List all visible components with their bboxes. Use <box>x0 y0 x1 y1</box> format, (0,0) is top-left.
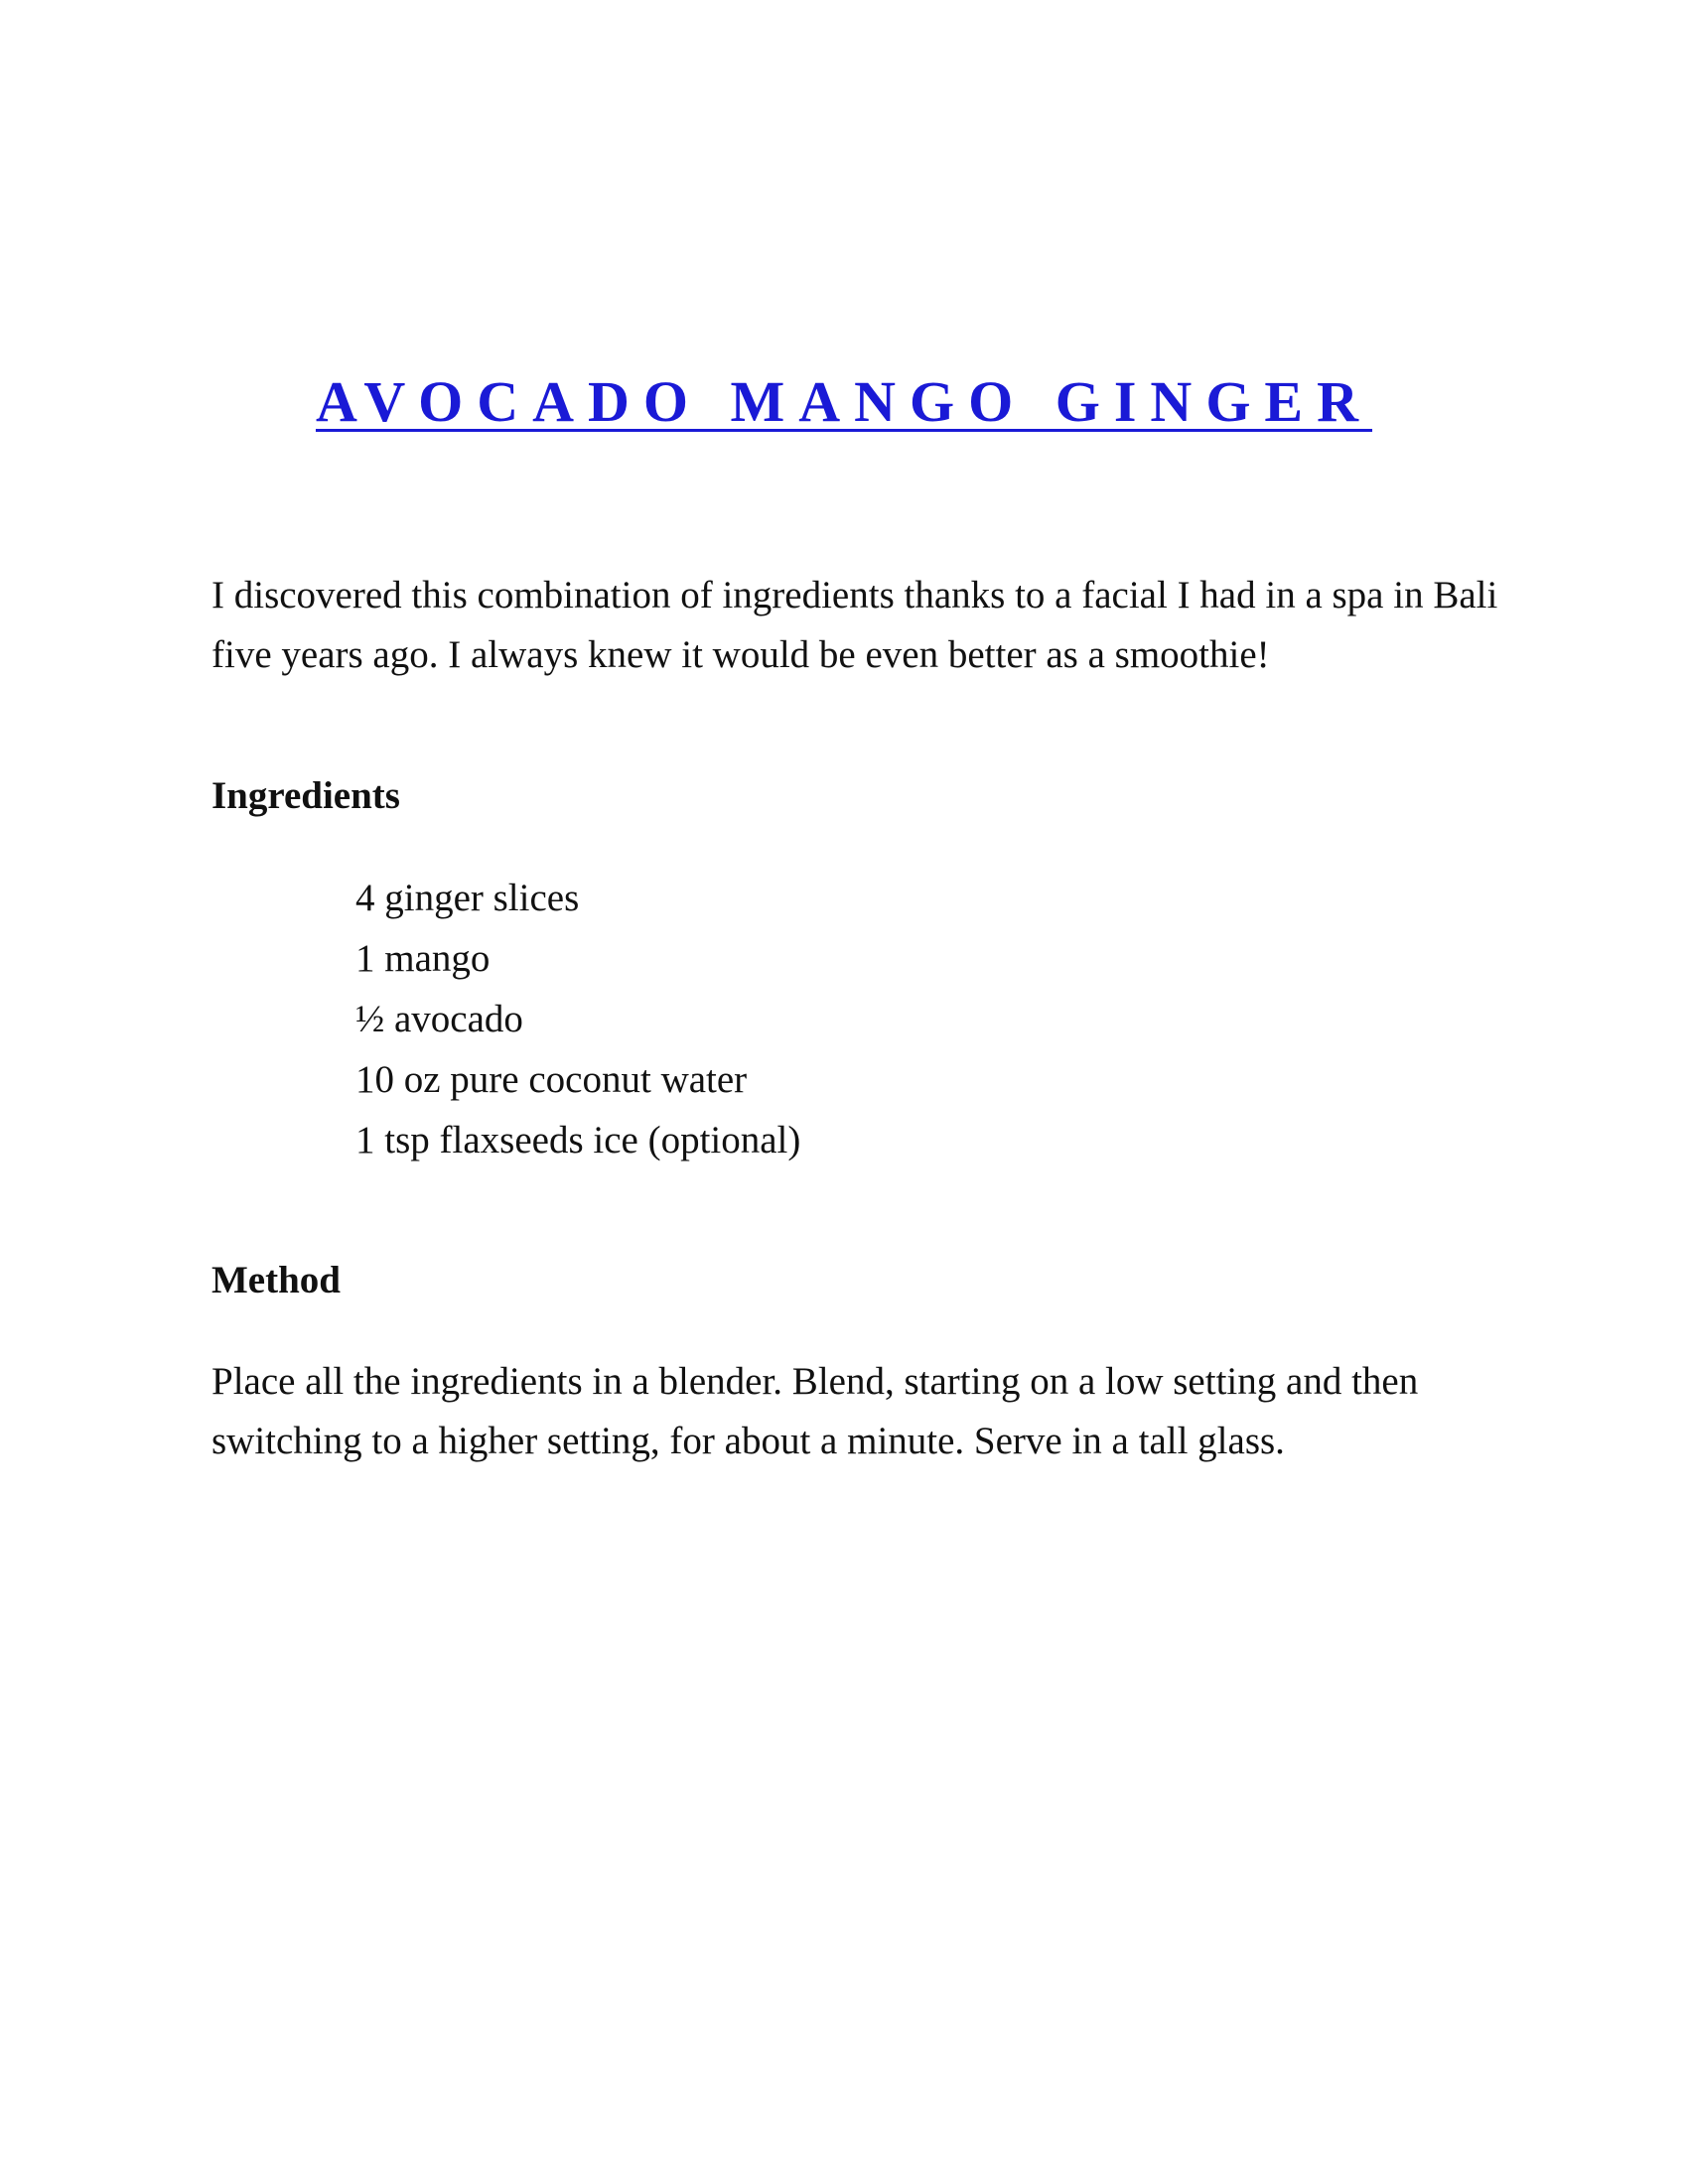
ingredient-item: 1 tsp flaxseeds ice (optional) <box>355 1119 801 1161</box>
intro-paragraph: I discovered this combination of ingredients thanks to a facial I had in a spa in Bali five years ago. I always knew it would be even better as a smoothie! <box>211 574 1498 676</box>
method-paragraph: Place all the ingredients in a blender. Blend, starting on a low setting and then switching to a higher setting, for about a minute. Serve in a tall glass. <box>211 1360 1419 1462</box>
ingredient-item: 10 oz pure coconut water <box>355 1058 748 1101</box>
ingredients-heading: Ingredients <box>211 774 400 817</box>
ingredient-item: 4 ginger slices <box>355 877 580 919</box>
page-title <box>0 367 1688 437</box>
ingredient-item: ½ avocado <box>355 998 523 1040</box>
method-heading: Method <box>211 1259 341 1301</box>
ingredient-list <box>355 868 800 1170</box>
title-link[interactable]: AVOCADO MANGO GINGER <box>315 369 1373 434</box>
ingredient-item: 1 mango <box>355 937 491 980</box>
